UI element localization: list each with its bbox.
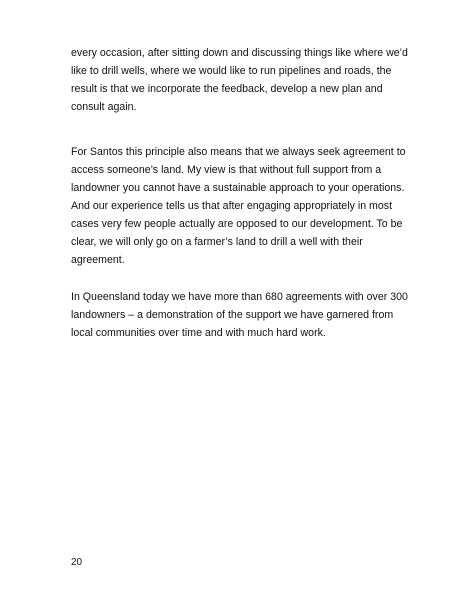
paragraph-line: For Santos this principle also means that we always seek agreement to: [71, 146, 406, 158]
paragraph-line: clear, we will only go on a farmer’s land to drill a well with their: [71, 236, 363, 248]
paragraph-line: access someone’s land. My view is that without full support from a: [71, 164, 382, 176]
paragraph-line: agreement.: [71, 254, 125, 266]
paragraph-line: every occasion, after sitting down and discussing things like where we’d: [71, 47, 408, 59]
paragraph-line: consult again.: [71, 101, 137, 113]
paragraph-line: result is that we incorporate the feedback, develop a new plan and: [71, 83, 383, 95]
paragraph-3: [71, 288, 408, 342]
paragraph-line: landowner you cannot have a sustainable approach to your operations.: [71, 182, 405, 194]
page-number: 20: [71, 557, 83, 568]
paragraph-line: And our experience tells us that after engaging appropriately in most: [71, 200, 393, 212]
paragraph-line: like to drill wells, where we would like to run pipelines and roads, the: [71, 65, 392, 77]
paragraph-2: [71, 143, 406, 269]
paragraph-line: local communities over time and with much hard work.: [71, 327, 326, 339]
paragraph-1: [71, 44, 408, 116]
paragraph-line: cases very few people actually are opposed to our development. To be: [71, 218, 403, 230]
paragraph-line: In Queensland today we have more than 680 agreements with over 300: [71, 291, 408, 303]
paragraph-line: landowners – a demonstration of the support we have garnered from: [71, 309, 394, 321]
